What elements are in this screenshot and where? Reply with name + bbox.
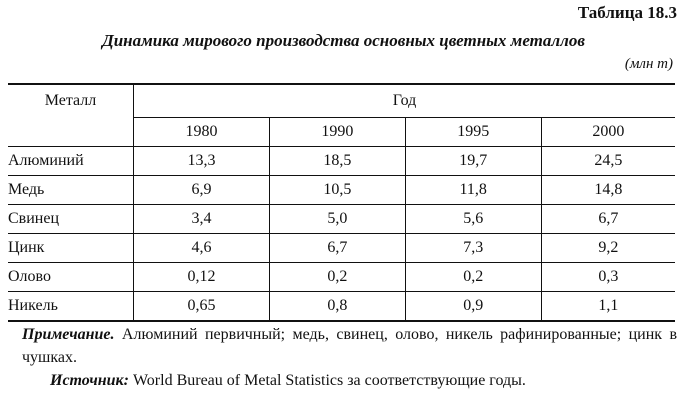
table-cell: 7,3 [405, 234, 541, 263]
metal-name: Никель [8, 292, 134, 322]
table-cell: 10,5 [269, 176, 405, 205]
table-cell: 5,6 [405, 205, 541, 234]
table-row [8, 234, 675, 263]
table-cell: 5,0 [269, 205, 405, 234]
table-row [8, 147, 675, 176]
note-text: Алюминий первичный; медь, свинец, олово, никель рафинированные; цинк в чушках. [22, 326, 678, 366]
table-row [8, 263, 675, 292]
table-cell: 24,5 [541, 147, 675, 176]
units-label: (млн т) [624, 56, 673, 72]
table-cell: 0,2 [405, 263, 541, 292]
table-cell: 6,7 [269, 234, 405, 263]
year-header: 1990 [269, 118, 405, 147]
source-text: World Bureau of Metal Statistics за соответствующие годы. [132, 372, 526, 389]
table-cell: 0,3 [541, 263, 675, 292]
table-cell: 0,65 [134, 292, 270, 322]
table-cell: 18,5 [269, 147, 405, 176]
table-cell: 11,8 [405, 176, 541, 205]
note-label: Примечание. [22, 326, 115, 343]
table-cell: 4,6 [134, 234, 270, 263]
data-table [8, 83, 675, 322]
year-header: 1995 [405, 118, 541, 147]
year-header: 2000 [541, 118, 675, 147]
table-cell: 0,9 [405, 292, 541, 322]
table-cell: 0,8 [269, 292, 405, 322]
metal-name: Медь [8, 176, 134, 205]
metal-column-header: Металл [8, 84, 134, 147]
table-row [8, 176, 675, 205]
table-cell: 9,2 [541, 234, 675, 263]
metal-name: Цинк [8, 234, 134, 263]
table-source [50, 369, 526, 392]
source-label: Источник: [50, 372, 129, 389]
table-cell: 6,7 [541, 205, 675, 234]
table-cell: 3,4 [134, 205, 270, 234]
table-cell: 1,1 [598, 297, 619, 314]
table-number: Таблица 18.3 [577, 3, 677, 22]
table-cell: 19,7 [405, 147, 541, 176]
table-note [22, 323, 677, 369]
table-row [8, 205, 675, 234]
table-cell: 14,8 [541, 176, 675, 205]
table-row [8, 292, 675, 322]
metal-name: Свинец [8, 205, 134, 234]
year-header: 1980 [134, 118, 270, 147]
metal-name: Олово [8, 263, 134, 292]
table-cell: 13,3 [134, 147, 270, 176]
table-cell: 6,9 [134, 176, 270, 205]
metal-name: Алюминий [8, 147, 134, 176]
table-cell: 0,2 [269, 263, 405, 292]
year-column-header: Год [134, 84, 676, 118]
table-cell: 0,12 [134, 263, 270, 292]
table-title: Динамика мирового производства основных цветных металлов [102, 31, 585, 50]
